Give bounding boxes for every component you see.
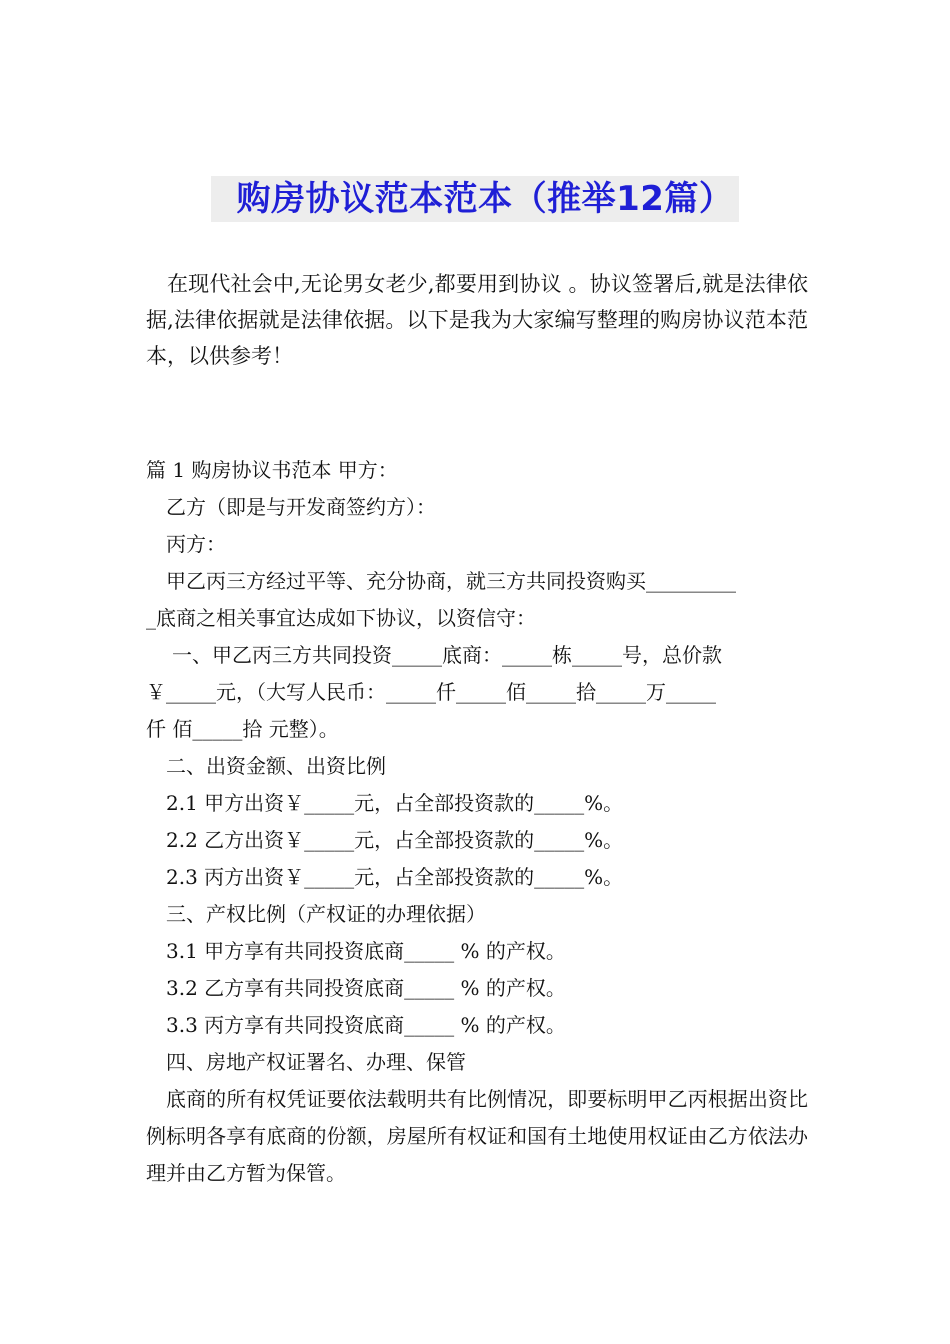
intro-paragraph: 在现代社会中,无论男女老少,都要用到协议 。协议签署后,就是法律依据,法律依据就是法律依据。以下是我为大家编写整理的购房协议范本范本，以供参考！ bbox=[146, 272, 808, 368]
section-heading: 篇 1 购房协议书范本 甲方： bbox=[146, 458, 398, 482]
party-b-line: 乙方（即是与开发商签约方）： bbox=[166, 495, 436, 519]
clause-2-1: 2.1 甲方出资￥_____元，占全部投资款的_____%。 bbox=[166, 791, 624, 815]
title-container bbox=[0, 176, 950, 222]
clause-2-3: 2.3 丙方出资￥_____元，占全部投资款的_____%。 bbox=[166, 865, 624, 889]
clause-2-title: 二、出资金额、出资比例 bbox=[166, 754, 386, 778]
party-c-line: 丙方： bbox=[166, 532, 226, 556]
clause-3-1: 3.1 甲方享有共同投资底商_____ % 的产权。 bbox=[166, 939, 566, 963]
clause-1-line-2: ￥_____元，（大写人民币：_____仟_____佰_____拾_____万_____ bbox=[146, 680, 716, 704]
clause-3-3: 3.3 丙方享有共同投资底商_____ % 的产权。 bbox=[166, 1013, 566, 1037]
clause-4-title: 四、房地产权证署名、办理、保管 bbox=[166, 1050, 466, 1074]
clause-intro-line-1: 甲乙丙三方经过平等、充分协商，就三方共同投资购买_________ bbox=[166, 569, 736, 593]
clause-intro-line-2: _底商之相关事宜达成如下协议，以资信守： bbox=[146, 606, 536, 630]
clause-1-line-1: 一、甲乙丙三方共同投资_____底商：_____栋_____号，总价款 bbox=[172, 643, 722, 667]
clause-2-2: 2.2 乙方出资￥_____元，占全部投资款的_____%。 bbox=[166, 828, 624, 852]
agreement-body bbox=[146, 452, 808, 1192]
clause-1-line-3: 仟 佰_____拾 元整）。 bbox=[146, 717, 339, 741]
clause-4-body: 底商的所有权凭证要依法载明共有比例情况，即要标明甲乙丙根据出资比例标明各享有底商的份额，房屋所有权证和国有土地使用权证由乙方依法办理并由乙方暂为保管。 bbox=[146, 1087, 808, 1185]
clause-3-title: 三、产权比例（产权证的办理依据） bbox=[166, 902, 486, 926]
document-title: 购房协议范本范本（推举12篇） bbox=[211, 176, 740, 222]
clause-3-2: 3.2 乙方享有共同投资底商_____ % 的产权。 bbox=[166, 976, 566, 1000]
